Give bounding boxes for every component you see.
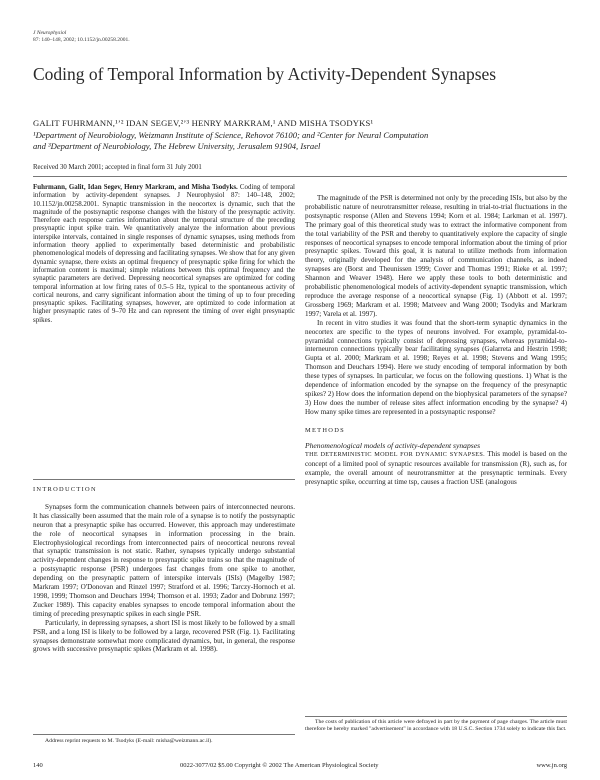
journal-header <box>33 30 130 44</box>
article-title: Coding of Temporal Information by Activity-Dependent Synapses <box>33 64 497 84</box>
affiliation-line-2: and ³Department of Neurobiology, The Hebrew University, Jerusalem 91904, Israel <box>33 141 321 152</box>
methods-subheading: Phenomenological models of activity-dependent synapses <box>305 440 481 450</box>
received-date: Received 30 March 2001; accepted in final form 31 July 2001 <box>33 164 202 171</box>
journal-citation: 87: 140–148, 2002; 10.1152/jn.00258.2001. <box>33 37 130 43</box>
right-paragraph-2: In recent in vitro studies it was found that the short-term synaptic dynamics in the neocortex are specific to the types of neurons involved. For example, pyramidal-to-pyramidal connections typically consist of depressing synapses, whereas pyramidal-to-interneuron connections typically bear facilitating synapses (Galarreta and Hestrin 1998; Gupta et al. 2000; Markram et al. 1998; Reyes et al. 1998; Stevens and Wang 1995; Thomson and Deuchars 1994). Here we study encoding of temporal information by both these types of synapses. In particular, we focus on the following questions. 1) What is the dependence of information encoded by the synapse on the frequency of the presynaptic spikes? 2) How does the information depend on the biophysical parameters of the synapse? 3) How does the number of release sites affect information encoding by the synapse? 4) How many spike times are represented in a postsynaptic response? <box>305 318 567 416</box>
page-number: 140 <box>33 762 43 769</box>
model-body: This model is based on the concept of a limited pool of synaptic resources available for transmission (R), such as, for example, the overall amount of neurotransmitter at the presynaptic terminals. Every presynaptic spike, occurring at time tsp, causes a fraction USE (analogous <box>305 450 568 487</box>
footnote-divider <box>305 716 567 717</box>
introduction-section <box>33 486 295 654</box>
methods-heading: METHODS <box>305 426 345 434</box>
introduction-paragraph-1: Synapses form the communication channels between pairs of interconnected neurons. It has classically been assumed that the main role of a synapse is to notify the postsynaptic neuron that a presynaptic spike has occurred. However, this approach may underestimate the role of neocortical synapses in information processing in the brain. Electrophysiological recordings from interconnected pairs of neocortical neurons reveal that synaptic transmission is not static. Rather, synapses typically undergo substantial activity-dependent changes in response to presynaptic spike trains so that the magnitude of a postsynaptic response (PSR) undergoes fast changes from one spike to another, depending on the presynaptic pattern of interspike intervals (ISIs) (Magelby 1987; Markram 1997; O'Donovan and Rinzel 1997; Stratford et al. 1996; Tarczy-Hornoch et al. 1998, 1999; Thomson and Deuchars 1994; Thomson et al. 1993; Zador and Dobrunz 1997; Zucker 1989). This capacity enables synapses to encode temporal information about the timing of preceding presynaptic spikes in each single PSR. <box>33 502 295 618</box>
journal-url: www.jn.org <box>536 762 567 769</box>
reprint-address: Address reprint requests to M. Tsodyks (E-mail: misha@weizmann.ac.il). <box>45 738 213 744</box>
model-lead: THE DETERMINISTIC MODEL FOR DYNAMIC SYNAPSES. <box>305 451 485 459</box>
introduction-paragraph-2: Particularly, in depressing synapses, a short ISI is most likely to be followed by a small PSR, and a long ISI is likely to be followed by a large, recovered PSR (Fig. 1). Facilitating synapses demonstrate somewhat more complicated dynamics, but, in general, the response grows with successive presynaptic spikes (Markram et al. 1998). <box>33 618 295 654</box>
author-list: GALIT FUHRMANN,¹ʼ² IDAN SEGEV,²ʼ³ HENRY MARKRAM,¹ AND MISHA TSODYKS¹ <box>33 118 374 128</box>
model-paragraph <box>305 450 567 487</box>
journal-name: J Neurophysiol <box>33 30 67 36</box>
abstract <box>33 183 295 324</box>
right-column <box>305 194 567 487</box>
abstract-authors: Fuhrmann, Galit, Idan Segev, Henry Markram, and Misha Tsodyks. <box>33 183 238 191</box>
page-charge-footnote: The costs of publication of this article were defrayed in part by the payment of page charges. The article must therefore be hereby marked "advertisement" in accordance with 18 U.S.C. Section 1734 solely to indicate this fact. <box>305 719 567 732</box>
introduction-heading: INTRODUCTION <box>33 486 97 493</box>
affiliation-line-1: ¹Department of Neurobiology, Weizmann Institute of Science, Rehovot 76100; and ²Center for Neural Computation <box>33 130 429 140</box>
affiliations <box>33 130 573 152</box>
abstract-divider <box>33 479 295 480</box>
header-divider <box>33 176 567 177</box>
abstract-body: Coding of temporal information by activity-dependent synapses. J Neurophysiol 87: 140–148, 2002; 10.1152/jn.00258.2001. Synaptic transmission in the neocortex is dynamic, such that the magnitude of the postsynaptic response changes with the history of the presynaptic activity. Therefore each response carries information about the temporal structure of the preceding presynaptic input spike train. We quantitatively analyze the information about previous interspike intervals, contained in single responses of dynamic synapses, using methods from information theory applied to experimentally based deterministic and probabilistic phenomenological models of depressing and facilitating synapses. We show that for any given dynamic synapse, there exists an optimal frequency of presynaptic spike firing for which the information content is maximal; simple relations between this optimal frequency and the synaptic parameters are derived. Depressing neocortical synapses are optimized for coding temporal information at low firing rates of 0.5–5 Hz, typical to the spontaneous activity of cortical neurons, and carry significant information about the timing of up to four preceding presynaptic spikes. Facilitating synapses, however, are optimized to code information at higher presynaptic rates of 9–70 Hz and can represent the timing of over eight presynaptic spikes. <box>33 183 295 324</box>
address-divider <box>33 734 295 735</box>
right-paragraph-1: The magnitude of the PSR is determined not only by the preceding ISIs, but also by the probabilistic nature of neurotransmitter release, resulting in trial-to-trial fluctuations in the postsynaptic response (Allen and Stevens 1994; Korn et al. 1984; Larkman et al. 1997). The primary goal of this theoretical study was to extract the informative component from the total variability of the PSR and thereby to quantitatively explore the capacity of single responses of neocortical synapses to encode temporal information about the timing of prior presynaptic spikes. Toward this goal, it is natural to utilize methods from information theory, originally developed for the analysis of communication channels, as indeed synapses are (Borst and Theunissen 1999; Cover and Thomas 1991; Rieke et al. 1997; Shannon and Weaver 1948). Here we apply these tools to both deterministic and probabilistic phenomenological models of activity-dependent synaptic transmission, which reproduce the average response of a neocortical synapse (Fig. 1) (Abbott et al. 1997; Grossberg 1969; Markram et al. 1998; Matveev and Wang 2000; Tsodyks and Markram 1997; Varela et al. 1997). <box>305 194 567 318</box>
copyright-line: 0022-3077/02 $5.00 Copyright © 2002 The American Physiological Society <box>180 762 379 769</box>
